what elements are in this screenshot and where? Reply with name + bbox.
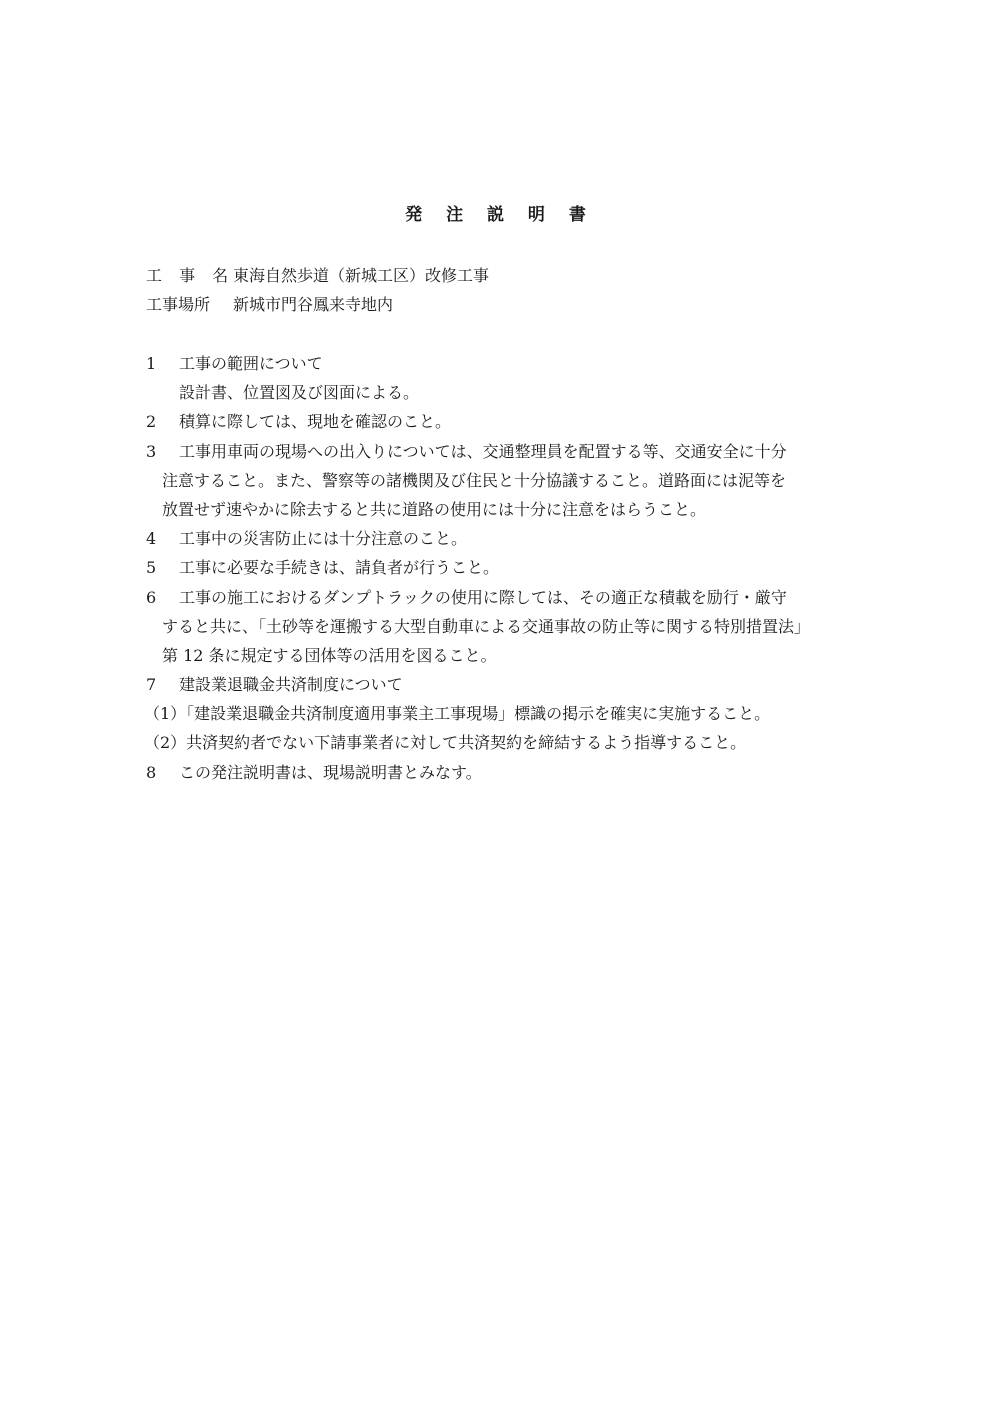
item-number: 7 [146,675,157,695]
list-item-6 [146,583,866,612]
list-item-6-continuation: 第 12 条に規定する団体等の活用を図ること。 [162,645,497,665]
list-item-4 [146,524,866,553]
item-number: 2 [146,412,157,432]
list-item-2 [146,407,866,436]
work-info [146,261,489,319]
list-item-8 [146,758,866,787]
work-site-label: 工事場所 [146,295,211,314]
item-text: 工事の範囲について [179,354,323,373]
item-text: 工事の施工におけるダンプトラックの使用に際しては、その適正な積載を励行・厳守 [179,587,787,607]
list-item-3 [146,437,866,466]
work-name-label: 工 事 名 [146,266,235,285]
item-text: 積算に際しては、現地を確認のこと。 [179,412,452,432]
work-name-row [146,261,489,290]
list-item-3-continuation: 放置せず速やかに除去すると共に道路の使用には十分に注意をはらうこと。 [162,499,707,519]
item-list [146,349,866,787]
list-item-7 [146,670,866,699]
item-text: 建設業退職金共済制度について [179,675,403,695]
work-site-row [146,290,489,319]
list-item-1 [146,349,866,378]
list-item-3-continuation: 注意すること。また、警察等の諸機関及び住民と十分協議すること。道路面には泥等を [162,470,787,490]
work-site-value: 新城市門谷鳳来寺地内 [233,295,394,314]
item-text: 工事中の災害防止には十分注意のこと。 [179,529,468,549]
item-number: 6 [146,587,157,607]
item-number: 4 [146,529,157,549]
item-number: 5 [146,558,157,578]
document-title: 発 注 説 明 書 [405,205,595,225]
list-item-7-sub-1: （1）「建設業退職金共済制度適用事業主工事現場」標識の掲示を確実に実施すること。 [144,704,771,724]
item-number: 3 [146,441,157,461]
list-item-1-detail: 設計書、位置図及び図面による。 [179,383,420,403]
item-number: 8 [146,762,157,782]
item-text: 工事に必要な手続きは、請負者が行うこと。 [179,558,500,578]
list-item-5 [146,553,866,582]
item-number: 1 [146,354,157,373]
work-name-value: 東海自然歩道（新城工区）改修工事 [233,266,490,285]
list-item-7-sub-2: （2）共済契約者でない下請事業者に対して共済契約を締結するよう指導すること。 [144,733,747,753]
item-text: この発注説明書は、現場説明書とみなす。 [179,762,482,782]
item-text: 工事用車両の現場への出入りについては、交通整理員を配置する等、交通安全に十分 [179,441,787,461]
list-item-6-continuation: すると共に、「土砂等を運搬する大型自動車による交通事故の防止等に関する特別措置法」 [162,616,811,636]
